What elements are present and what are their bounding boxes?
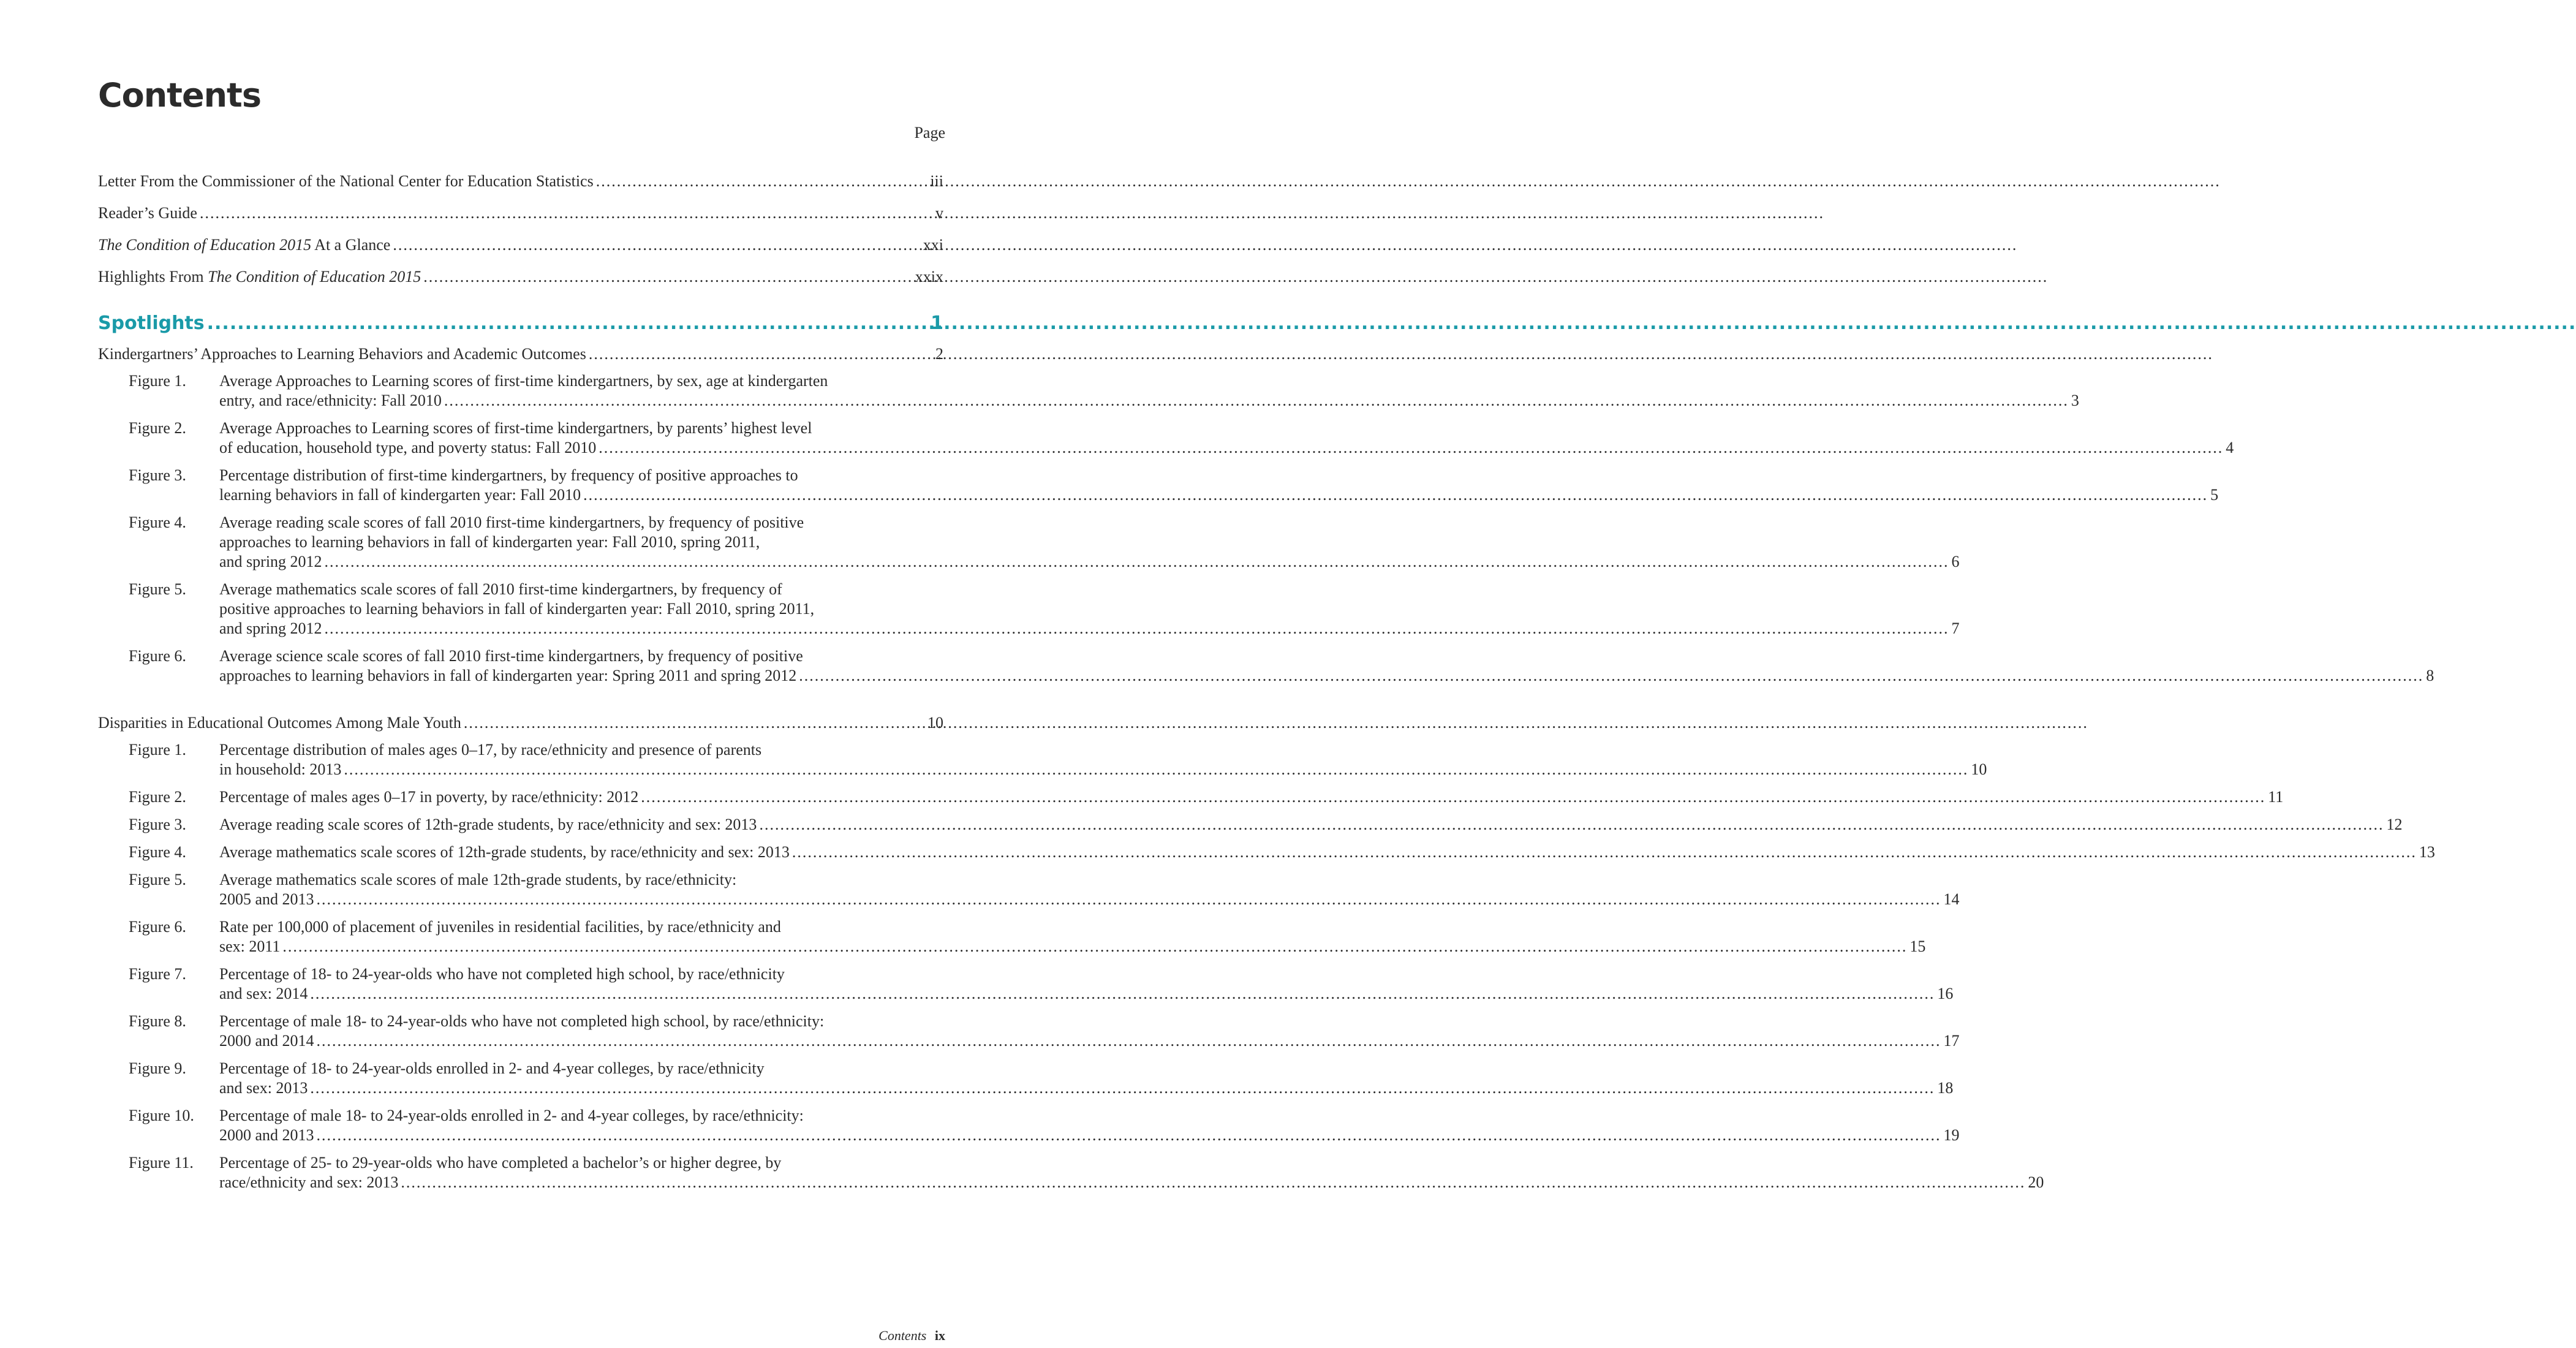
caption-line: Percentage of 25- to 29-year-olds who have completed a bachelor’s or higher degree, by xyxy=(219,1154,782,1172)
figure-caption xyxy=(219,418,2234,458)
caption-last-line xyxy=(219,1173,2044,1192)
dot-leader xyxy=(641,787,2265,807)
caption-last-line xyxy=(219,1031,1960,1051)
figure-entry[interactable] xyxy=(98,1153,2044,1192)
figure-caption xyxy=(219,964,1953,1004)
caption-line: Rate per 100,000 of placement of juveniles in residential facilities, by race/ethnicity and xyxy=(219,918,781,936)
front-matter-entry[interactable] xyxy=(98,203,943,223)
caption-last-line xyxy=(219,984,1953,1004)
groups-container xyxy=(98,344,2435,1192)
figure-label: Figure 10. xyxy=(129,1107,194,1124)
entry-title xyxy=(98,267,421,287)
figure-caption xyxy=(219,513,1960,572)
entry-title xyxy=(98,172,594,191)
page-title: Contents xyxy=(98,76,262,115)
figure-caption xyxy=(219,646,2434,686)
entry-title-pre: Reader’s Guide xyxy=(98,204,197,222)
figure-caption xyxy=(219,842,2435,862)
dot-leader xyxy=(792,842,2417,862)
caption-line: approaches to learning behaviors in fall of kindergarten year: Spring 2011 and spring 2012 xyxy=(219,667,797,684)
entry-title-pre: Letter From the Commissioner of the National Center for Education Statistics xyxy=(98,172,594,190)
figure-label: Figure 2. xyxy=(129,788,186,806)
figure-label: Figure 4. xyxy=(129,843,186,861)
caption-line: Average mathematics scale scores of 12th-grade students, by race/ethnicity and sex: 2013 xyxy=(219,843,790,861)
figure-label: Figure 5. xyxy=(129,871,186,888)
entry-title xyxy=(98,235,390,255)
figure-caption xyxy=(219,815,2402,835)
caption-line: 2000 and 2014 xyxy=(219,1032,314,1050)
caption-line: Percentage of male 18- to 24-year-olds who have not completed high school, by race/ethnicity: xyxy=(219,1012,825,1030)
caption-line: and spring 2012 xyxy=(219,553,322,570)
dot-leader xyxy=(344,760,1968,779)
figure-page-number: 3 xyxy=(2071,392,2079,409)
figure-entry[interactable] xyxy=(98,964,1954,1004)
figure-caption xyxy=(219,466,2218,505)
figure-label: Figure 1. xyxy=(129,741,186,759)
caption-line: Percentage distribution of males ages 0–17, by race/ethnicity and presence of parents xyxy=(219,741,762,759)
subsection-page-number: 2 xyxy=(935,345,943,363)
figure-page-number: 10 xyxy=(1971,760,1987,778)
figure-page-number: 4 xyxy=(2226,439,2234,456)
table-of-contents xyxy=(98,172,2435,1200)
footer-label: Contents xyxy=(878,1328,927,1343)
caption-last-line xyxy=(219,666,2434,686)
caption-last-line xyxy=(219,1126,1960,1145)
figure-caption xyxy=(219,740,1987,779)
page-footer xyxy=(878,1328,945,1344)
caption-line: Average reading scale scores of 12th-grade students, by race/ethnicity and sex: 2013 xyxy=(219,816,757,833)
figure-page-number: 12 xyxy=(2386,816,2403,833)
caption-last-line xyxy=(219,937,1925,956)
dot-leader xyxy=(325,552,1949,572)
entry-title xyxy=(98,203,197,223)
front-matter-entry[interactable] xyxy=(98,267,943,287)
figure-caption xyxy=(219,1059,1953,1098)
subsection-entry[interactable] xyxy=(98,713,943,733)
figure-caption xyxy=(219,1106,1960,1145)
caption-line: in household: 2013 xyxy=(219,760,342,778)
dot-leader xyxy=(444,391,2069,411)
caption-line: Percentage distribution of first-time kindergartners, by frequency of positive approaches to xyxy=(219,466,798,484)
caption-line: 2000 and 2013 xyxy=(219,1126,314,1144)
dot-leader xyxy=(207,311,928,336)
caption-line: 2005 and 2013 xyxy=(219,890,314,908)
figure-label: Figure 8. xyxy=(129,1012,186,1030)
entry-page-number: iii xyxy=(930,172,943,190)
caption-line: and sex: 2013 xyxy=(219,1079,308,1097)
figure-entry[interactable] xyxy=(98,466,2219,505)
caption-last-line xyxy=(219,760,1987,779)
group-spacer xyxy=(98,694,943,706)
dot-leader xyxy=(759,815,2384,835)
caption-last-line xyxy=(219,890,1960,909)
figure-label: Figure 7. xyxy=(129,965,186,983)
figure-page-number: 6 xyxy=(1951,553,1960,570)
figure-label: Figure 5. xyxy=(129,580,186,598)
front-matter-entry[interactable] xyxy=(98,235,943,255)
figure-entry[interactable] xyxy=(98,418,2234,458)
entry-title-italic: The Condition of Education 2015 xyxy=(208,268,421,286)
figure-page-number: 14 xyxy=(1943,890,1960,908)
figure-entry[interactable] xyxy=(98,1012,1960,1051)
caption-last-line xyxy=(219,485,2218,505)
figure-label: Figure 1. xyxy=(129,372,186,390)
dot-leader xyxy=(200,203,933,223)
caption-line: Average mathematics scale scores of fall 2010 first-time kindergartners, by frequency of xyxy=(219,580,782,598)
figure-entry[interactable] xyxy=(98,870,1960,909)
figure-page-number: 7 xyxy=(1951,619,1960,637)
figure-page-number: 8 xyxy=(2426,667,2434,684)
dot-leader xyxy=(599,438,2223,458)
caption-line: Percentage of male 18- to 24-year-olds enrolled in 2- and 4-year colleges, by race/ethnicity: xyxy=(219,1107,804,1124)
caption-line: approaches to learning behaviors in fall of kindergarten year: Fall 2010, spring 2011, xyxy=(219,533,760,551)
caption-line: learning behaviors in fall of kindergarten year: Fall 2010 xyxy=(219,486,581,504)
caption-line: Percentage of 18- to 24-year-olds enrolled in 2- and 4-year colleges, by race/ethnicity xyxy=(219,1059,765,1077)
caption-last-line xyxy=(219,552,1960,572)
page-column-label: Page xyxy=(914,124,945,142)
dot-leader xyxy=(464,713,925,733)
figure-caption xyxy=(219,917,1925,956)
figure-page-number: 15 xyxy=(1909,937,1926,955)
caption-last-line xyxy=(219,1078,1953,1098)
caption-last-line xyxy=(219,438,2234,458)
figure-caption xyxy=(219,1153,2044,1192)
caption-line: Percentage of 18- to 24-year-olds who have not completed high school, by race/ethnicity xyxy=(219,965,785,983)
figure-label: Figure 3. xyxy=(129,466,186,484)
figure-label: Figure 2. xyxy=(129,419,186,437)
dot-leader xyxy=(325,619,1949,638)
dot-leader xyxy=(596,172,928,191)
dot-leader xyxy=(401,1173,2025,1192)
figure-label: Figure 6. xyxy=(129,647,186,665)
dot-leader xyxy=(317,890,1941,909)
entry-page-number: xxi xyxy=(923,236,943,254)
figure-label: Figure 6. xyxy=(129,918,186,936)
caption-line: and sex: 2014 xyxy=(219,985,308,1002)
figure-page-number: 16 xyxy=(1937,985,1954,1002)
figure-entry[interactable] xyxy=(98,646,2434,686)
caption-line: Percentage of males ages 0–17 in poverty, by race/ethnicity: 2012 xyxy=(219,788,639,806)
entry-page-number: xxix xyxy=(915,268,943,286)
figure-label: Figure 4. xyxy=(129,513,186,531)
figure-caption xyxy=(219,870,1960,909)
caption-line: Average science scale scores of fall 2010 first-time kindergartners, by frequency of positive xyxy=(219,647,803,665)
caption-line: race/ethnicity and sex: 2013 xyxy=(219,1173,399,1191)
figure-page-number: 11 xyxy=(2268,788,2284,806)
dot-leader xyxy=(310,984,1935,1004)
entry-title-italic: The Condition of Education 2015 xyxy=(98,236,312,254)
entry-title-post: At a Glance xyxy=(311,236,391,254)
caption-line: Average reading scale scores of fall 2010 first-time kindergartners, by frequency of positive xyxy=(219,513,804,531)
caption-line: of education, household type, and poverty status: Fall 2010 xyxy=(219,439,597,456)
caption-last-line xyxy=(219,619,1960,638)
dot-leader xyxy=(423,267,913,287)
subsection-entry[interactable] xyxy=(98,344,943,364)
caption-line: and spring 2012 xyxy=(219,619,322,637)
dot-leader xyxy=(317,1126,1941,1145)
figure-entry[interactable] xyxy=(98,740,1987,779)
dot-leader xyxy=(282,937,1907,956)
dot-leader xyxy=(583,485,2208,505)
caption-last-line xyxy=(219,842,2435,862)
dot-leader xyxy=(799,666,2423,686)
caption-line: Average Approaches to Learning scores of first-time kindergartners, by sex, age at kindergarten xyxy=(219,372,828,390)
subsection-title: Disparities in Educational Outcomes Among Male Youth xyxy=(98,714,461,732)
figure-entry[interactable] xyxy=(98,787,2284,807)
figure-entry[interactable] xyxy=(98,917,1926,956)
figure-label: Figure 3. xyxy=(129,816,186,833)
caption-line: sex: 2011 xyxy=(219,937,281,955)
figure-entry[interactable] xyxy=(98,580,1960,638)
caption-line: Average Approaches to Learning scores of first-time kindergartners, by parents’ highest level xyxy=(219,419,812,437)
figure-entry[interactable] xyxy=(98,842,2435,862)
figure-page-number: 13 xyxy=(2419,843,2435,861)
front-matter-list xyxy=(98,172,943,287)
dot-leader xyxy=(317,1031,1941,1051)
figure-caption xyxy=(219,1012,1960,1051)
caption-line: Average mathematics scale scores of male 12th-grade students, by race/ethnicity: xyxy=(219,871,737,888)
caption-last-line xyxy=(219,787,2283,807)
figure-caption xyxy=(219,580,1960,638)
figure-label: Figure 11. xyxy=(129,1154,194,1172)
caption-last-line xyxy=(219,391,2079,411)
dot-leader xyxy=(393,235,920,255)
figure-page-number: 17 xyxy=(1943,1032,1960,1050)
figure-page-number: 19 xyxy=(1943,1126,1960,1144)
caption-line: entry, and race/ethnicity: Fall 2010 xyxy=(219,392,442,409)
caption-last-line xyxy=(219,815,2402,835)
entry-title-pre: Highlights From xyxy=(98,268,208,286)
dot-leader xyxy=(589,344,933,364)
figure-entry[interactable] xyxy=(98,815,2403,835)
dot-leader xyxy=(310,1078,1935,1098)
figure-entry[interactable] xyxy=(98,1106,1960,1145)
subsection-page-number: 10 xyxy=(927,714,943,732)
figure-entry[interactable] xyxy=(98,513,1960,572)
caption-line: positive approaches to learning behaviors in fall of kindergarten year: Fall 2010, spring 2011, xyxy=(219,600,815,618)
figure-page-number: 20 xyxy=(2028,1173,2044,1191)
figure-entry[interactable] xyxy=(98,371,2079,411)
section-title: Spotlights xyxy=(98,312,205,334)
footer-page-number: ix xyxy=(934,1328,945,1343)
figure-caption xyxy=(219,371,2079,411)
figure-label: Figure 9. xyxy=(129,1059,186,1077)
figure-entry[interactable] xyxy=(98,1059,1954,1098)
figure-caption xyxy=(219,787,2283,807)
section-spotlights[interactable] xyxy=(98,311,943,336)
entry-page-number: v xyxy=(935,204,943,222)
front-matter-entry[interactable] xyxy=(98,172,943,191)
figure-page-number: 5 xyxy=(2210,486,2219,504)
figure-page-number: 18 xyxy=(1937,1079,1954,1097)
section-page-number: 1 xyxy=(931,312,943,334)
subsection-title: Kindergartners’ Approaches to Learning Behaviors and Academic Outcomes xyxy=(98,345,586,363)
